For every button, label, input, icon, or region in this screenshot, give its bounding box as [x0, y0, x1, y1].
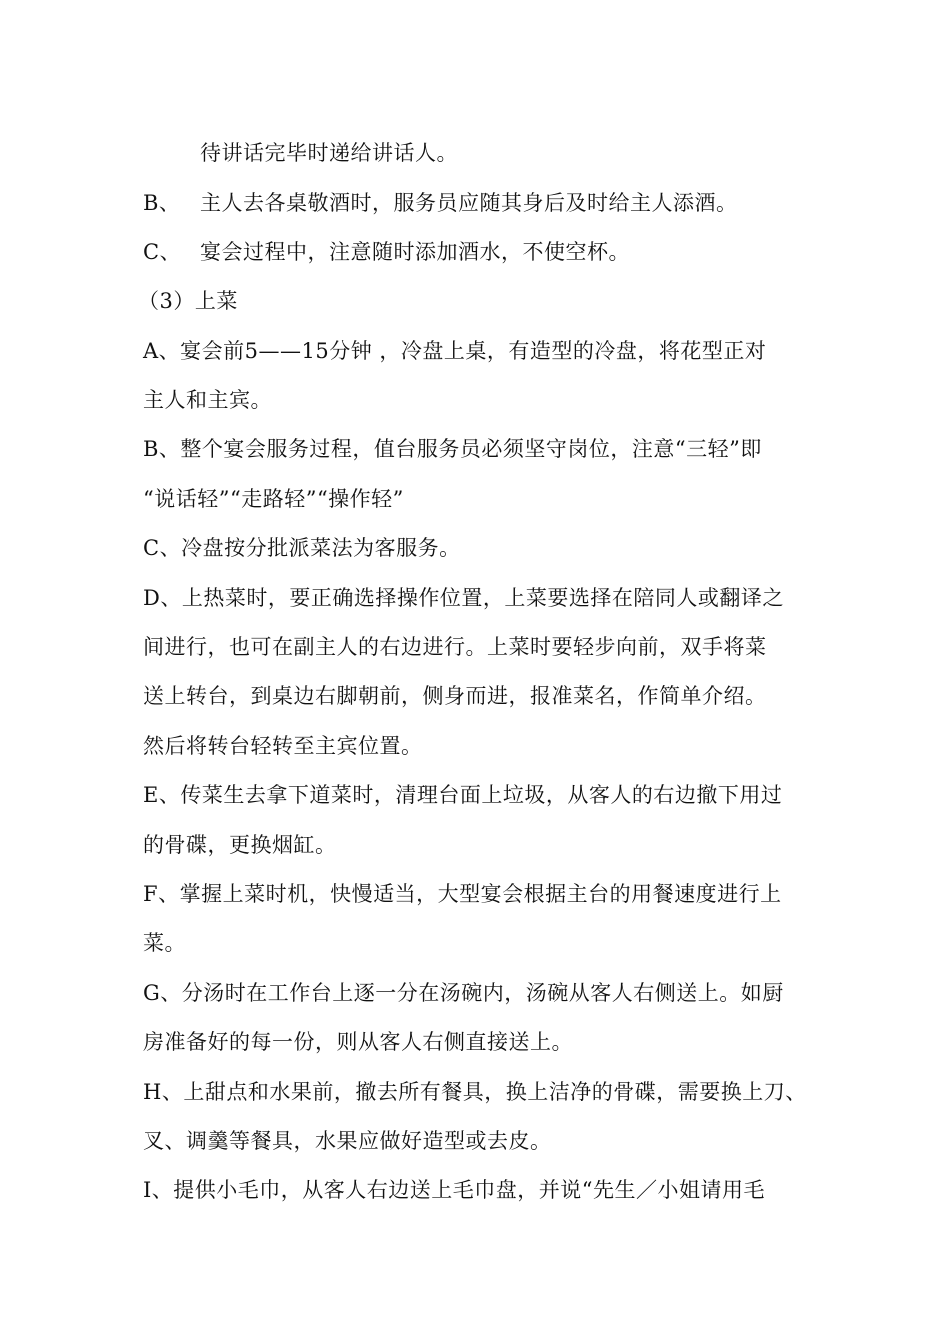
- text-line: G、分汤时在工作台上逐一分在汤碗内，汤碗从客人右侧送上。如厨: [143, 981, 784, 1005]
- text-line: “说话轻”“走路轻”“操作轻”: [143, 487, 404, 511]
- list-item-c: [143, 237, 630, 267]
- list-marker: B、: [143, 191, 181, 215]
- text-line: 待讲话完毕时递给讲话人。: [200, 141, 458, 165]
- text-line: 的骨碟，更换烟缸。: [143, 833, 337, 857]
- text-line: 然后将转台轻转至主宾位置。: [143, 734, 423, 758]
- text-line: B、整个宴会服务过程，值台服务员必须坚守岗位，注意“三轻”即: [143, 437, 762, 461]
- text-line: 菜。: [143, 931, 186, 955]
- text-line: 房准备好的每一份，则从客人右侧直接送上。: [143, 1030, 573, 1054]
- text-line: F、掌握上菜时机，快慢适当，大型宴会根据主台的用餐速度进行上: [143, 882, 782, 906]
- text-line: 主人去各桌敬酒时，服务员应随其身后及时给主人添酒。: [200, 191, 738, 215]
- text-line: C、冷盘按分批派菜法为客服务。: [143, 536, 461, 560]
- text-line: 叉、调羹等餐具，水果应做好造型或去皮。: [143, 1129, 552, 1153]
- text-line: 宴会过程中，注意随时添加酒水，不使空杯。: [200, 240, 630, 264]
- list-item-b: [143, 188, 738, 218]
- text-line: 主人和主宾。: [143, 388, 272, 412]
- text-line: 送上转台，到桌边右脚朝前，侧身而进，报准菜名，作简单介绍。: [143, 684, 767, 708]
- list-marker: C、: [143, 240, 182, 264]
- text-line: A、宴会前5——15分钟 ，冷盘上桌，有造型的冷盘，将花型正对: [143, 339, 767, 363]
- text-line: 间进行，也可在副主人的右边进行。上菜时要轻步向前，双手将菜: [143, 635, 767, 659]
- text-line: H、上甜点和水果前，撤去所有餐具，换上洁净的骨碟，需要换上刀、: [143, 1080, 807, 1104]
- text-line: D、上热菜时，要正确选择操作位置，上菜要选择在陪同人或翻译之: [143, 586, 784, 610]
- text-line: E、传菜生去拿下道菜时，清理台面上垃圾，从客人的右边撤下用过: [143, 783, 783, 807]
- text-line: I、提供小毛巾，从客人右边送上毛巾盘，并说“先生／小姐请用毛: [143, 1178, 766, 1202]
- section-heading: （3）上菜: [138, 289, 238, 313]
